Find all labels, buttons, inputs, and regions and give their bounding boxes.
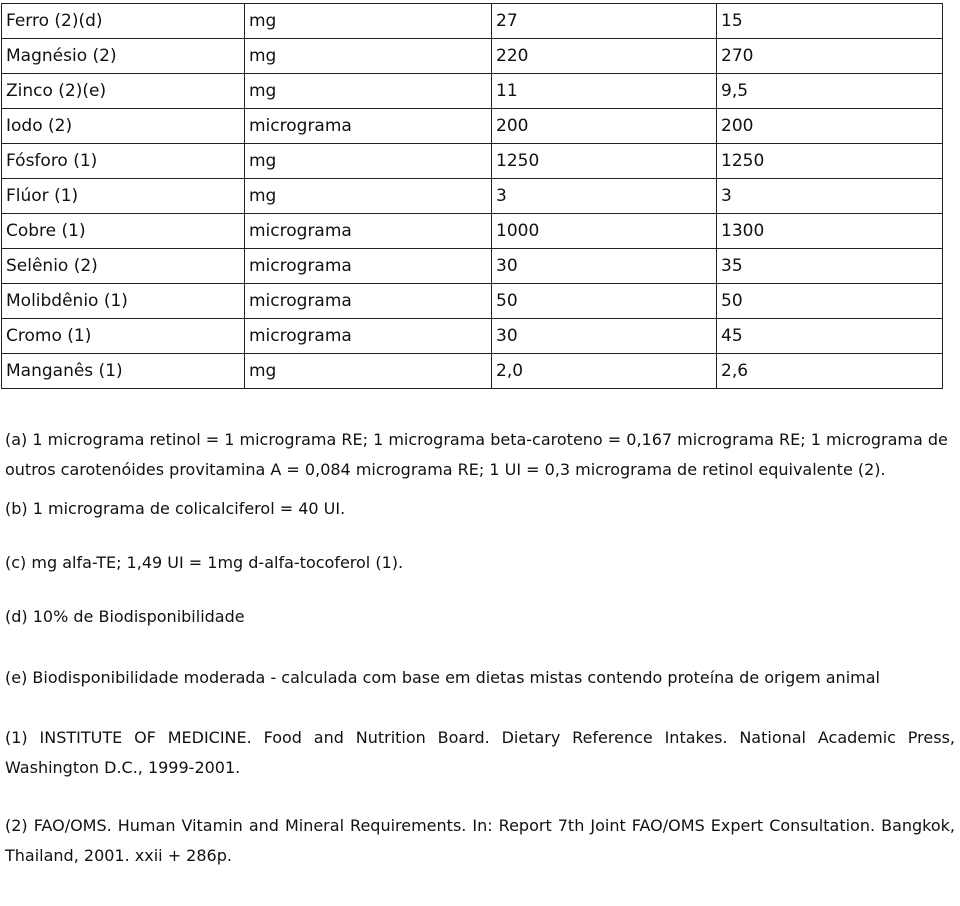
footnote-c: (c) mg alfa-TE; 1,49 UI = 1mg d-alfa-tocoferol (1). [5, 553, 404, 572]
table-row [2, 214, 943, 249]
unit-cell: mg [245, 179, 492, 214]
table-row [2, 319, 943, 354]
value-2-cell: 270 [717, 39, 943, 74]
footnote-b: (b) 1 micrograma de colicalciferol = 40 UI. [5, 499, 346, 518]
value-2-cell: 1250 [717, 144, 943, 179]
value-2-cell: 50 [717, 284, 943, 319]
value-2-cell: 15 [717, 4, 943, 39]
table-row [2, 144, 943, 179]
value-1-cell: 1250 [492, 144, 717, 179]
nutrient-name-cell: Selênio (2) [2, 249, 245, 284]
reference-2: (2) FAO/OMS. Human Vitamin and Mineral Requirements. In: Report 7th Joint FAO/OMS Expert Consultation. Bangkok, Thailand, 2001. xxii + 286p. [5, 816, 955, 865]
value-2-cell: 35 [717, 249, 943, 284]
nutrient-name-cell: Cromo (1) [2, 319, 245, 354]
value-1-cell: 220 [492, 39, 717, 74]
unit-cell: mg [245, 354, 492, 389]
value-2-cell: 9,5 [717, 74, 943, 109]
table-row [2, 249, 943, 284]
nutrient-name-cell: Iodo (2) [2, 109, 245, 144]
table-row [2, 4, 943, 39]
nutrient-name-cell: Cobre (1) [2, 214, 245, 249]
value-1-cell: 30 [492, 319, 717, 354]
nutrient-name-cell: Flúor (1) [2, 179, 245, 214]
unit-cell: mg [245, 144, 492, 179]
unit-cell: mg [245, 39, 492, 74]
footnote-a: (a) 1 micrograma retinol = 1 micrograma RE; 1 micrograma beta-caroteno = 0,167 micrograma RE; 1 micrograma de outros carotenóides provitamina A = 0,084 micrograma RE; 1 UI = 0,3 micrograma de retinol equivalente (2). [5, 430, 948, 479]
footnote-d: (d) 10% de Biodisponibilidade [5, 607, 245, 626]
footnote-e: (e) Biodisponibilidade moderada - calculada com base em dietas mistas contendo proteína de origem animal [5, 668, 880, 687]
value-2-cell: 3 [717, 179, 943, 214]
unit-cell: mg [245, 74, 492, 109]
value-1-cell: 11 [492, 74, 717, 109]
unit-cell: mg [245, 4, 492, 39]
value-2-cell: 1300 [717, 214, 943, 249]
unit-cell: micrograma [245, 214, 492, 249]
value-1-cell: 3 [492, 179, 717, 214]
nutrient-table-body [2, 4, 943, 389]
value-1-cell: 1000 [492, 214, 717, 249]
nutrient-name-cell: Zinco (2)(e) [2, 74, 245, 109]
table-row [2, 284, 943, 319]
table-row [2, 74, 943, 109]
value-2-cell: 200 [717, 109, 943, 144]
reference-1: (1) INSTITUTE OF MEDICINE. Food and Nutrition Board. Dietary Reference Intakes. National Academic Press, Washington D.C., 1999-2001. [5, 728, 955, 777]
value-1-cell: 30 [492, 249, 717, 284]
table-row [2, 109, 943, 144]
value-1-cell: 27 [492, 4, 717, 39]
footnotes [5, 425, 955, 871]
value-2-cell: 45 [717, 319, 943, 354]
unit-cell: micrograma [245, 284, 492, 319]
nutrient-name-cell: Manganês (1) [2, 354, 245, 389]
nutrient-table [1, 3, 943, 389]
unit-cell: micrograma [245, 109, 492, 144]
table-row [2, 179, 943, 214]
value-1-cell: 200 [492, 109, 717, 144]
nutrient-name-cell: Ferro (2)(d) [2, 4, 245, 39]
table-row [2, 39, 943, 74]
unit-cell: micrograma [245, 319, 492, 354]
nutrient-name-cell: Molibdênio (1) [2, 284, 245, 319]
value-1-cell: 2,0 [492, 354, 717, 389]
table-row [2, 354, 943, 389]
nutrient-name-cell: Fósforo (1) [2, 144, 245, 179]
value-1-cell: 50 [492, 284, 717, 319]
nutrient-name-cell: Magnésio (2) [2, 39, 245, 74]
unit-cell: micrograma [245, 249, 492, 284]
value-2-cell: 2,6 [717, 354, 943, 389]
